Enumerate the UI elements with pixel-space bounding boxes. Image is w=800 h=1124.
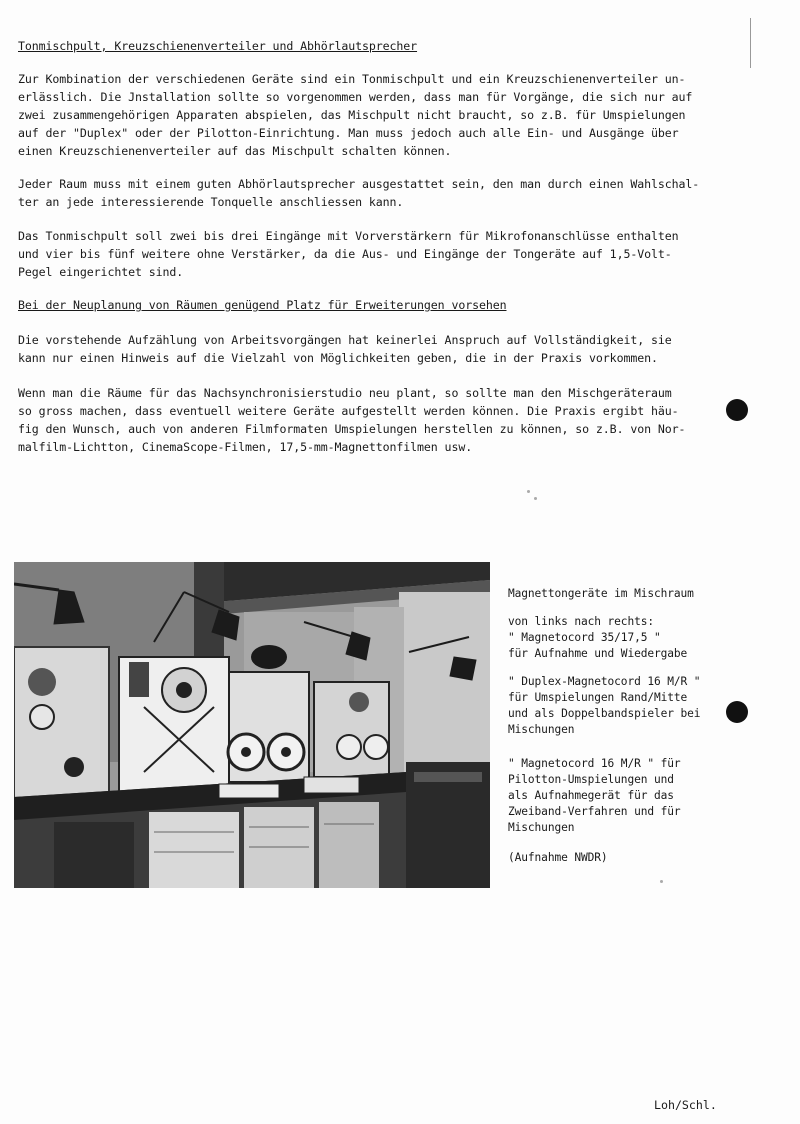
text-line: ter an jede interessierende Tonquelle anschliessen kann. [18, 195, 404, 209]
text-line: Jeder Raum muss mit einem guten Abhörlautsprecher ausgestattet sein, den man durch einen Wahlschal- [18, 177, 700, 191]
caption-item2-line2: für Umspielungen Rand/Mitte [508, 691, 688, 704]
text-line: fig den Wunsch, auch von anderen Filmformaten Umspielungen herstellen zu können, so z.B. von Nor- [18, 422, 686, 436]
caption-item2-line3: und als Doppelbandspieler bei [508, 707, 701, 720]
photo-illustration [14, 562, 490, 888]
punch-hole-upper [726, 399, 748, 421]
text-line: Pegel eingerichtet sind. [18, 265, 184, 279]
section-heading-mixing-console: Tonmischpult, Kreuzschienenverteiler und Abhörlautsprecher [18, 39, 418, 53]
caption-credit: (Aufnahme NWDR) [508, 851, 608, 864]
text-line: kann nur einen Hinweis auf die Vielzahl von Möglichkeiten geben, die in der Praxis vorkommen. [18, 351, 658, 365]
text-line: erlässlich. Die Jnstallation sollte so vorgenommen werden, dass man für Vorgänge, die sich nur auf [18, 90, 693, 104]
caption-item1-line1: " Magnetocord 35/17,5 " [508, 631, 661, 644]
caption-item3-line1: " Magnetocord 16 M/R " für [508, 757, 681, 770]
caption-item2-line1: " Duplex-Magnetocord 16 M/R " [508, 675, 701, 688]
scan-speck [527, 490, 530, 493]
text-line: malfilm-Lichtton, CinemaScope-Filmen, 17,5-mm-Magnettonfilmen usw. [18, 440, 473, 454]
caption-item3-line4: Zweiband-Verfahren und für [508, 805, 681, 818]
scan-speck [660, 880, 663, 883]
text-line: Die vorstehende Aufzählung von Arbeitsvorgängen hat keinerlei Anspruch auf Vollständigkeit, sie [18, 333, 672, 347]
scan-edge-line [750, 18, 751, 68]
text-line: Wenn man die Räume für das Nachsynchronisierstudio neu plant, so sollte man den Mischgeräteraum [18, 386, 672, 400]
text-line: und vier bis fünf weitere ohne Verstärker, da die Aus- und Eingänge der Tongeräte auf 1,5-Volt- [18, 247, 672, 261]
text-line: so gross machen, dass eventuell weitere Geräte aufgestellt werden können. Die Praxis ergibt häu- [18, 404, 679, 418]
caption-item1-line2: für Aufnahme und Wiedergabe [508, 647, 688, 660]
text-line: Zur Kombination der verschiedenen Geräte sind ein Tonmischpult und ein Kreuzschienenverteiler un- [18, 72, 686, 86]
caption-item3-line2: Pilotton-Umspielungen und [508, 773, 674, 786]
text-line: einen Kreuzschienenverteiler auf das Mischpult schalten können. [18, 144, 452, 158]
section-heading-room-planning: Bei der Neuplanung von Räumen genügend Platz für Erweiterungen vorsehen [18, 298, 507, 312]
punch-hole-lower [726, 701, 748, 723]
footer-initials: Loh/Schl. [654, 1098, 717, 1112]
paragraph-console-inputs [18, 227, 738, 281]
photo-magnetic-tape-machines [14, 562, 490, 888]
paragraph-mixing-console-installation [18, 70, 738, 160]
text-line: zwei zusammengehörigen Apparaten abspielen, das Mischpult nicht braucht, so z.B. für Umspielungen [18, 108, 686, 122]
text-line: auf der "Duplex" oder der Pilotton-Einrichtung. Man muss jedoch auch alle Ein- und Ausgänge über [18, 126, 679, 140]
caption-intro: von links nach rechts: [508, 615, 654, 628]
paragraph-monitor-speaker [18, 175, 738, 211]
caption-item3-line5: Mischungen [508, 821, 575, 834]
caption-item2-line4: Mischungen [508, 723, 575, 736]
paragraph-studio-planning [18, 384, 738, 456]
paragraph-completeness [18, 331, 738, 367]
caption-item3-line3: als Aufnahmegerät für das [508, 789, 674, 802]
caption-title: Magnettongeräte im Mischraum [508, 587, 694, 600]
text-line: Das Tonmischpult soll zwei bis drei Eingänge mit Vorverstärkern für Mikrofonanschlüsse enthalten [18, 229, 679, 243]
scan-speck [534, 497, 537, 500]
